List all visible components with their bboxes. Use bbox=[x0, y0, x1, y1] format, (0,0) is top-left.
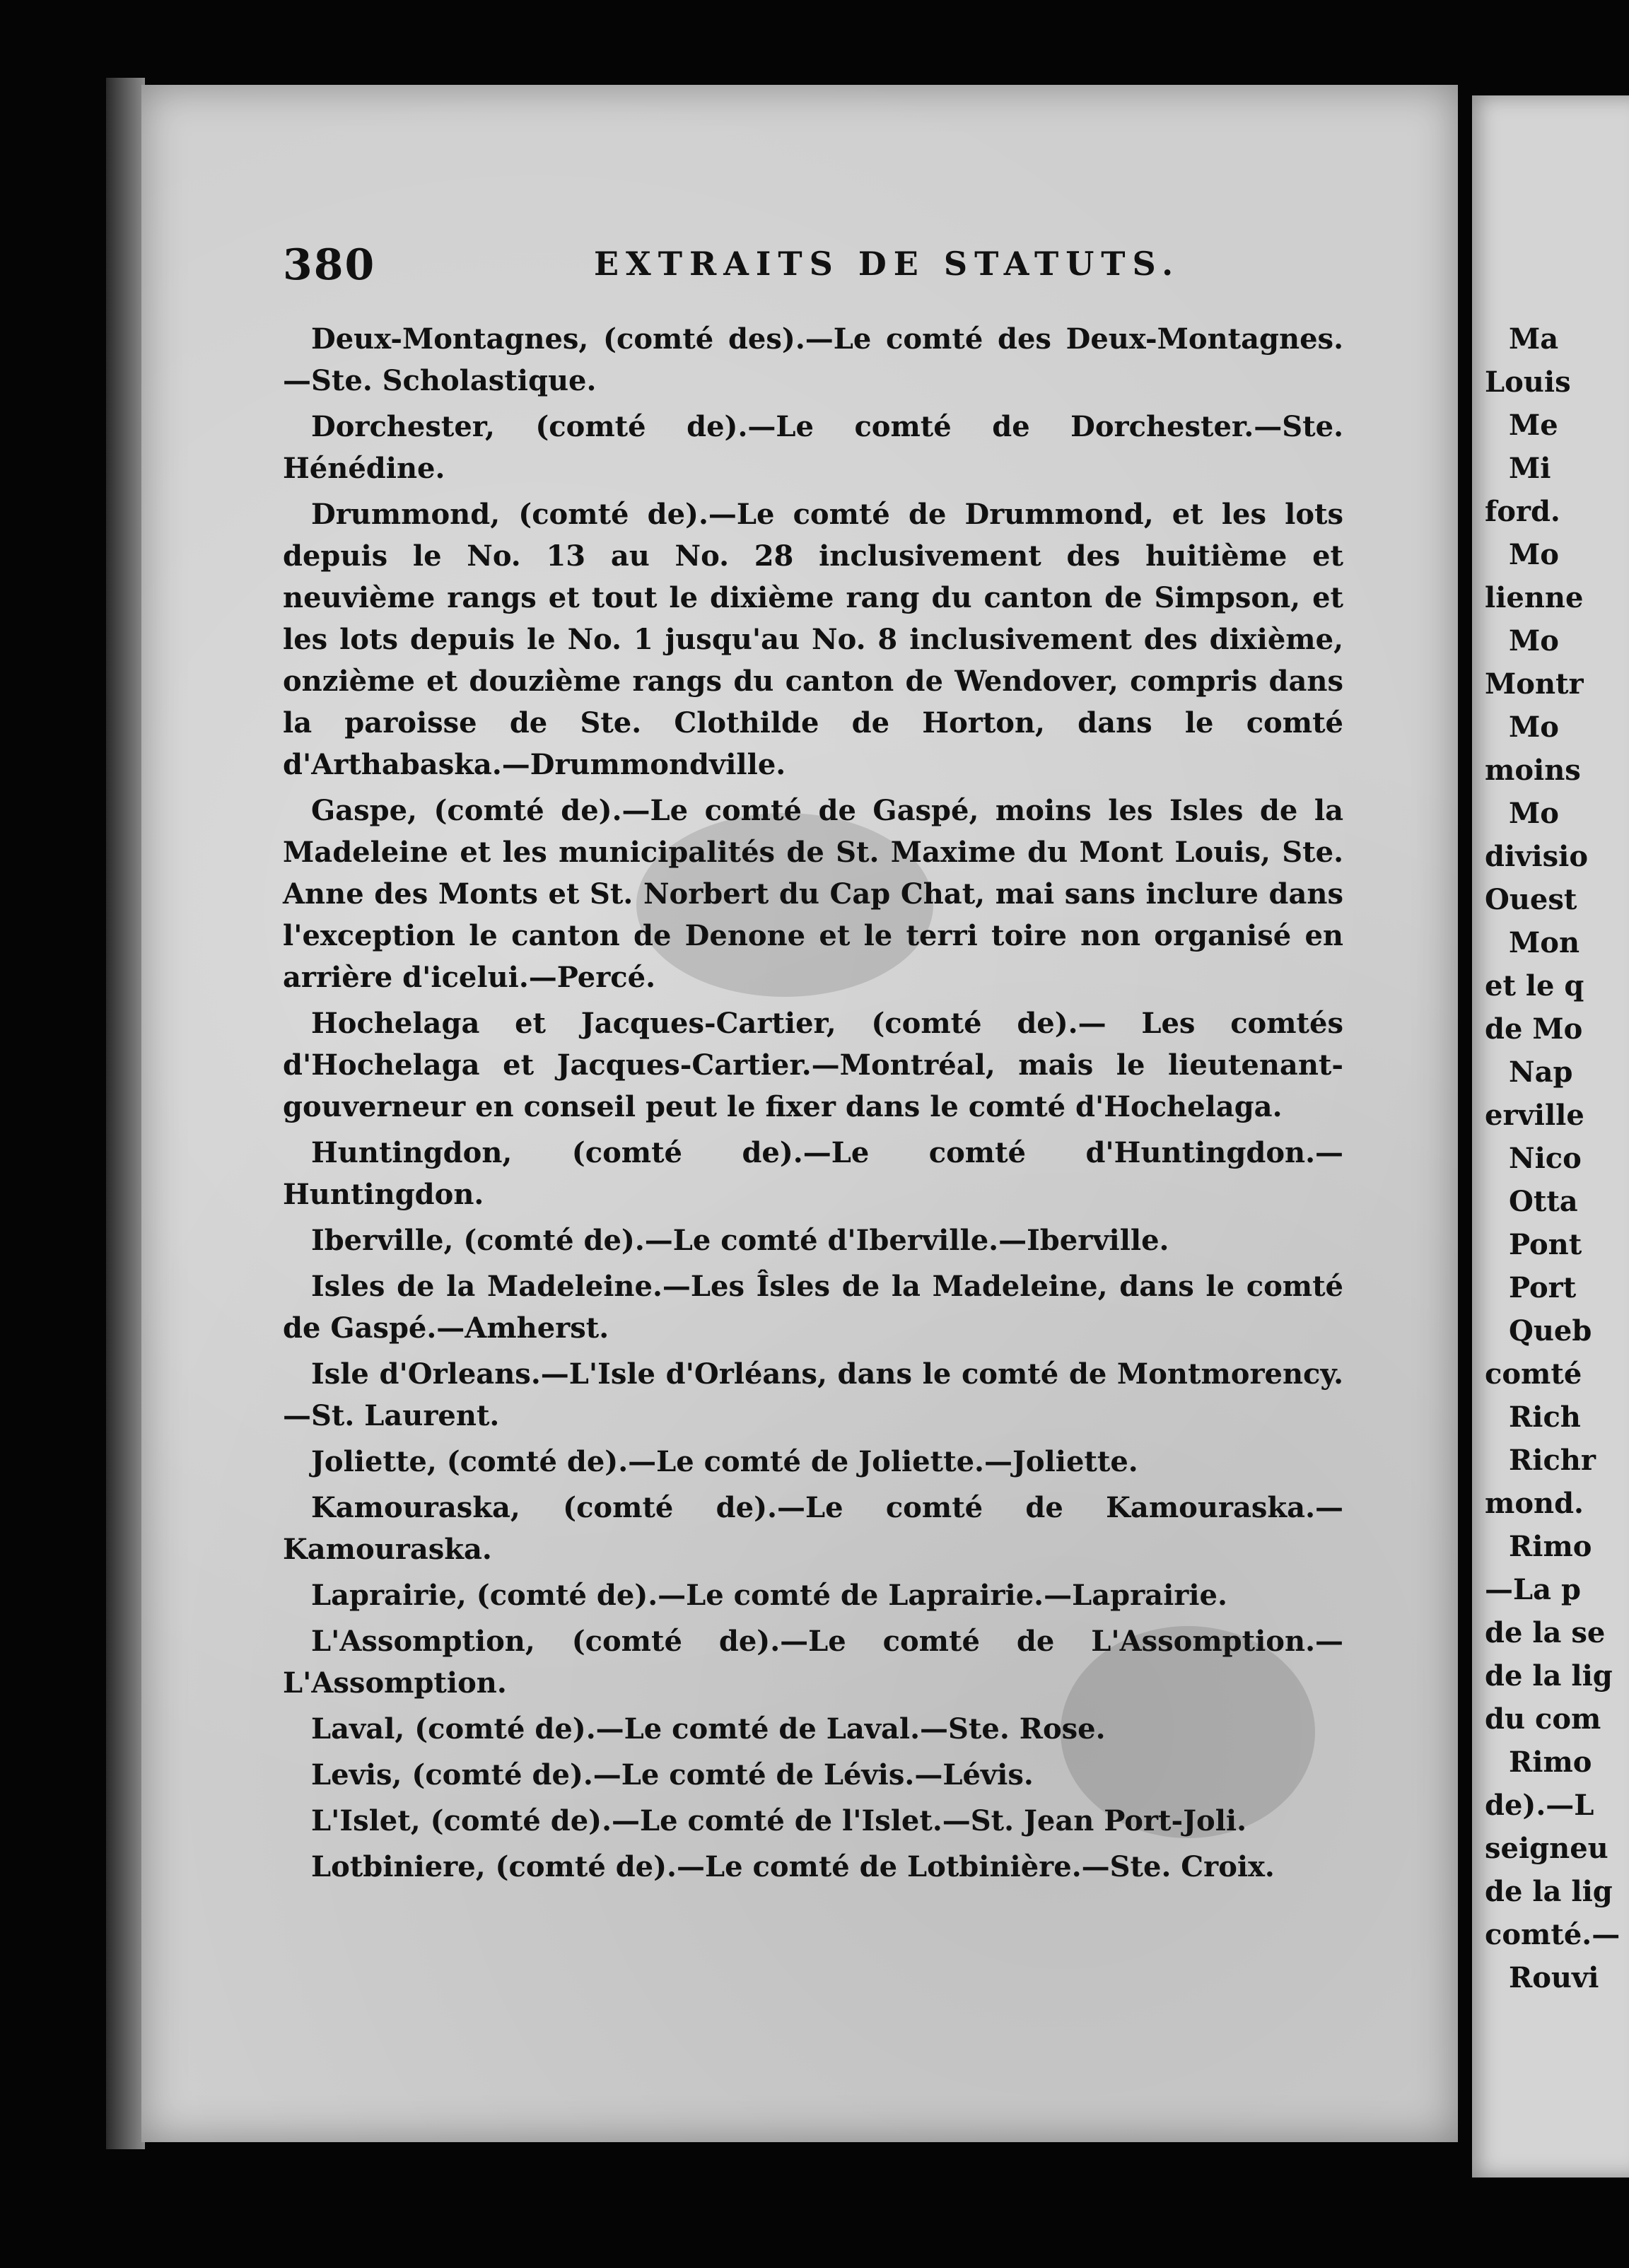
county-entry bbox=[283, 493, 1343, 785]
entry-text: (comté de).— Les comtés d'Hochelaga et Jacques-Cartier.—Montréal, mais le lieutenant-gouverneur en conseil peut le fixer dans le comté d'Hochelaga. bbox=[283, 1007, 1343, 1123]
fragment-line: Louis bbox=[1485, 366, 1571, 399]
fragment-line: erville bbox=[1485, 1099, 1584, 1132]
county-name: Laval, bbox=[311, 1712, 405, 1746]
fragment-line: Port bbox=[1509, 1271, 1577, 1304]
fragment-line: et le q bbox=[1485, 969, 1584, 1003]
entry-text: —L'Isle d'Orléans, dans le comté de Montmorency.—St. Laurent. bbox=[283, 1357, 1343, 1432]
entry-text: (comté de).—Le comté d'Huntingdon.—Huntingdon. bbox=[283, 1136, 1343, 1211]
county-name: Laprairie, bbox=[311, 1579, 467, 1612]
page-number: 380 bbox=[283, 240, 376, 290]
fragment-line: comté.— bbox=[1485, 1918, 1621, 1951]
fragment-line: Ouest bbox=[1485, 883, 1577, 916]
fragment-line: Nap bbox=[1509, 1056, 1573, 1089]
fragment-line: Pont bbox=[1509, 1228, 1582, 1261]
entry-text: (comté de).—Le comté de Lévis.—Lévis. bbox=[402, 1758, 1034, 1791]
running-title: EXTRAITS DE STATUTS. bbox=[594, 245, 1181, 283]
county-name: Kamouraska, bbox=[311, 1491, 520, 1524]
fragment-line: Otta bbox=[1509, 1185, 1578, 1218]
county-entry bbox=[283, 1003, 1343, 1128]
fragment-line: divisio bbox=[1485, 840, 1588, 873]
fragment-line: de).—L bbox=[1485, 1789, 1594, 1822]
fragment-line: Me bbox=[1509, 409, 1558, 442]
county-entry bbox=[283, 1708, 1343, 1750]
fragment-line: Mo bbox=[1509, 797, 1559, 830]
county-entry bbox=[283, 1132, 1343, 1215]
county-entry bbox=[283, 1846, 1343, 1888]
county-entry bbox=[283, 1754, 1343, 1796]
county-entry bbox=[283, 406, 1343, 489]
fragment-line: comté bbox=[1485, 1357, 1582, 1391]
entry-text: (comté de).—Le comté de Laprairie.—Laprairie. bbox=[466, 1579, 1227, 1612]
entry-text: (comté de).—Le comté d'Iberville.—Iberville. bbox=[453, 1224, 1169, 1257]
county-entry bbox=[283, 1574, 1343, 1616]
entry-text: (comté de).—Le comté de Laval.—Ste. Rose. bbox=[404, 1712, 1106, 1746]
county-name: Drummond, bbox=[311, 498, 501, 531]
county-name: Iberville, bbox=[311, 1224, 454, 1257]
fragment-line: de Mo bbox=[1485, 1012, 1583, 1046]
fragment-line: moins bbox=[1485, 754, 1581, 787]
county-name: Gaspe, bbox=[311, 794, 417, 827]
fragment-line: mond. bbox=[1485, 1487, 1584, 1520]
fragment-line: Mo bbox=[1509, 624, 1559, 657]
county-entry bbox=[283, 790, 1343, 998]
fragment-line: Richr bbox=[1509, 1444, 1596, 1477]
fragment-line: seigneu bbox=[1485, 1832, 1608, 1865]
county-name: Deux-Montagnes, bbox=[311, 322, 589, 356]
page-body bbox=[283, 318, 1343, 1892]
right-page-fragments bbox=[1485, 318, 1629, 2000]
entry-text: (comté de).—Le comté de Dorchester.—Ste. Hénédine. bbox=[283, 410, 1343, 485]
county-name: Huntingdon, bbox=[311, 1136, 513, 1169]
page-header bbox=[283, 240, 1343, 290]
fragment-line: Montr bbox=[1485, 667, 1584, 701]
county-entry bbox=[283, 1265, 1343, 1349]
entry-text: (comté de).—Le comté de Lotbinière.—Ste. Croix. bbox=[485, 1850, 1275, 1883]
fragment-line: Mo bbox=[1509, 711, 1559, 744]
fragment-line: ford. bbox=[1485, 495, 1560, 528]
fragment-line: lienne bbox=[1485, 581, 1584, 614]
county-entry bbox=[283, 318, 1343, 402]
entry-text: (comté de).—Le comté de Gaspé, moins les Isles de la Madeleine et les municipalités de St. Maxime du Mont Louis, Ste. Anne des Monts et St. Norbert du Cap Chat, mai sans inclure dans l'exception le canton de Denone et le terri toire non organisé en arrière d'icelui.—Percé. bbox=[283, 794, 1343, 994]
fragment-line: Mon bbox=[1509, 926, 1580, 959]
fragment-line: Mi bbox=[1509, 452, 1551, 485]
county-entry bbox=[283, 1487, 1343, 1570]
county-entry bbox=[283, 1441, 1343, 1483]
county-entry bbox=[283, 1353, 1343, 1437]
fragment-line: Queb bbox=[1509, 1314, 1592, 1348]
fragment-line: Mo bbox=[1509, 538, 1559, 571]
fragment-line: du com bbox=[1485, 1702, 1601, 1736]
fragment-line: de la lig bbox=[1485, 1875, 1613, 1908]
county-name: Joliette, bbox=[311, 1445, 437, 1478]
fragment-line: de la lig bbox=[1485, 1659, 1613, 1693]
county-name: Isle d'Orleans. bbox=[311, 1357, 541, 1391]
fragment-line: Rimo bbox=[1509, 1746, 1592, 1779]
county-name: Lotbiniere, bbox=[311, 1850, 486, 1883]
fragment-line: Nico bbox=[1509, 1142, 1582, 1175]
fragment-line: Ma bbox=[1509, 322, 1559, 356]
county-name: L'Assomption, bbox=[311, 1625, 535, 1658]
county-name: Isles de la Madeleine. bbox=[311, 1270, 662, 1303]
entry-text: (comté des).—Le comté des Deux-Montagnes.—Ste. Scholastique. bbox=[283, 322, 1343, 397]
fragment-line: de la se bbox=[1485, 1616, 1606, 1649]
fragment-line: —La p bbox=[1485, 1573, 1581, 1606]
fragment-line: Rimo bbox=[1509, 1530, 1592, 1563]
entry-text: (comté de).—Le comté de l'Islet.—St. Jean Port-Joli. bbox=[420, 1804, 1247, 1837]
entry-text: —Les Îsles de la Madeleine, dans le comté de Gaspé.—Amherst. bbox=[283, 1270, 1344, 1345]
book-gutter-edge bbox=[106, 78, 145, 2149]
fragment-line: Rouvi bbox=[1509, 1961, 1599, 1994]
entry-text: (comté de).—Le comté de Drummond, et les lots depuis le No. 13 au No. 28 inclusivement des huitième et neuvième rangs et tout le dixième rang du canton de Simpson, et les lots depuis le No. 1 jusqu'au No. 8 inclusivement des dixième, onzième et douzième rangs du canton de Wendover, compris dans la paroisse de Ste. Clothilde de Horton, dans le comté d'Arthabaska.—Drummondville. bbox=[283, 498, 1343, 781]
county-name: Dorchester, bbox=[311, 410, 495, 443]
county-name: Hochelaga et Jacques-Cartier, bbox=[311, 1007, 836, 1040]
entry-text: (comté de).—Le comté de L'Assomption.—L'Assomption. bbox=[283, 1625, 1343, 1700]
fragment-line: Rich bbox=[1509, 1401, 1581, 1434]
county-name: L'Islet, bbox=[311, 1804, 421, 1837]
entry-text: (comté de).—Le comté de Kamouraska.—Kamouraska. bbox=[283, 1491, 1343, 1566]
county-entry bbox=[283, 1620, 1343, 1704]
county-entry bbox=[283, 1800, 1343, 1842]
county-entry bbox=[283, 1220, 1343, 1261]
entry-text: (comté de).—Le comté de Joliette.—Joliette. bbox=[436, 1445, 1138, 1478]
county-name: Levis, bbox=[311, 1758, 402, 1791]
